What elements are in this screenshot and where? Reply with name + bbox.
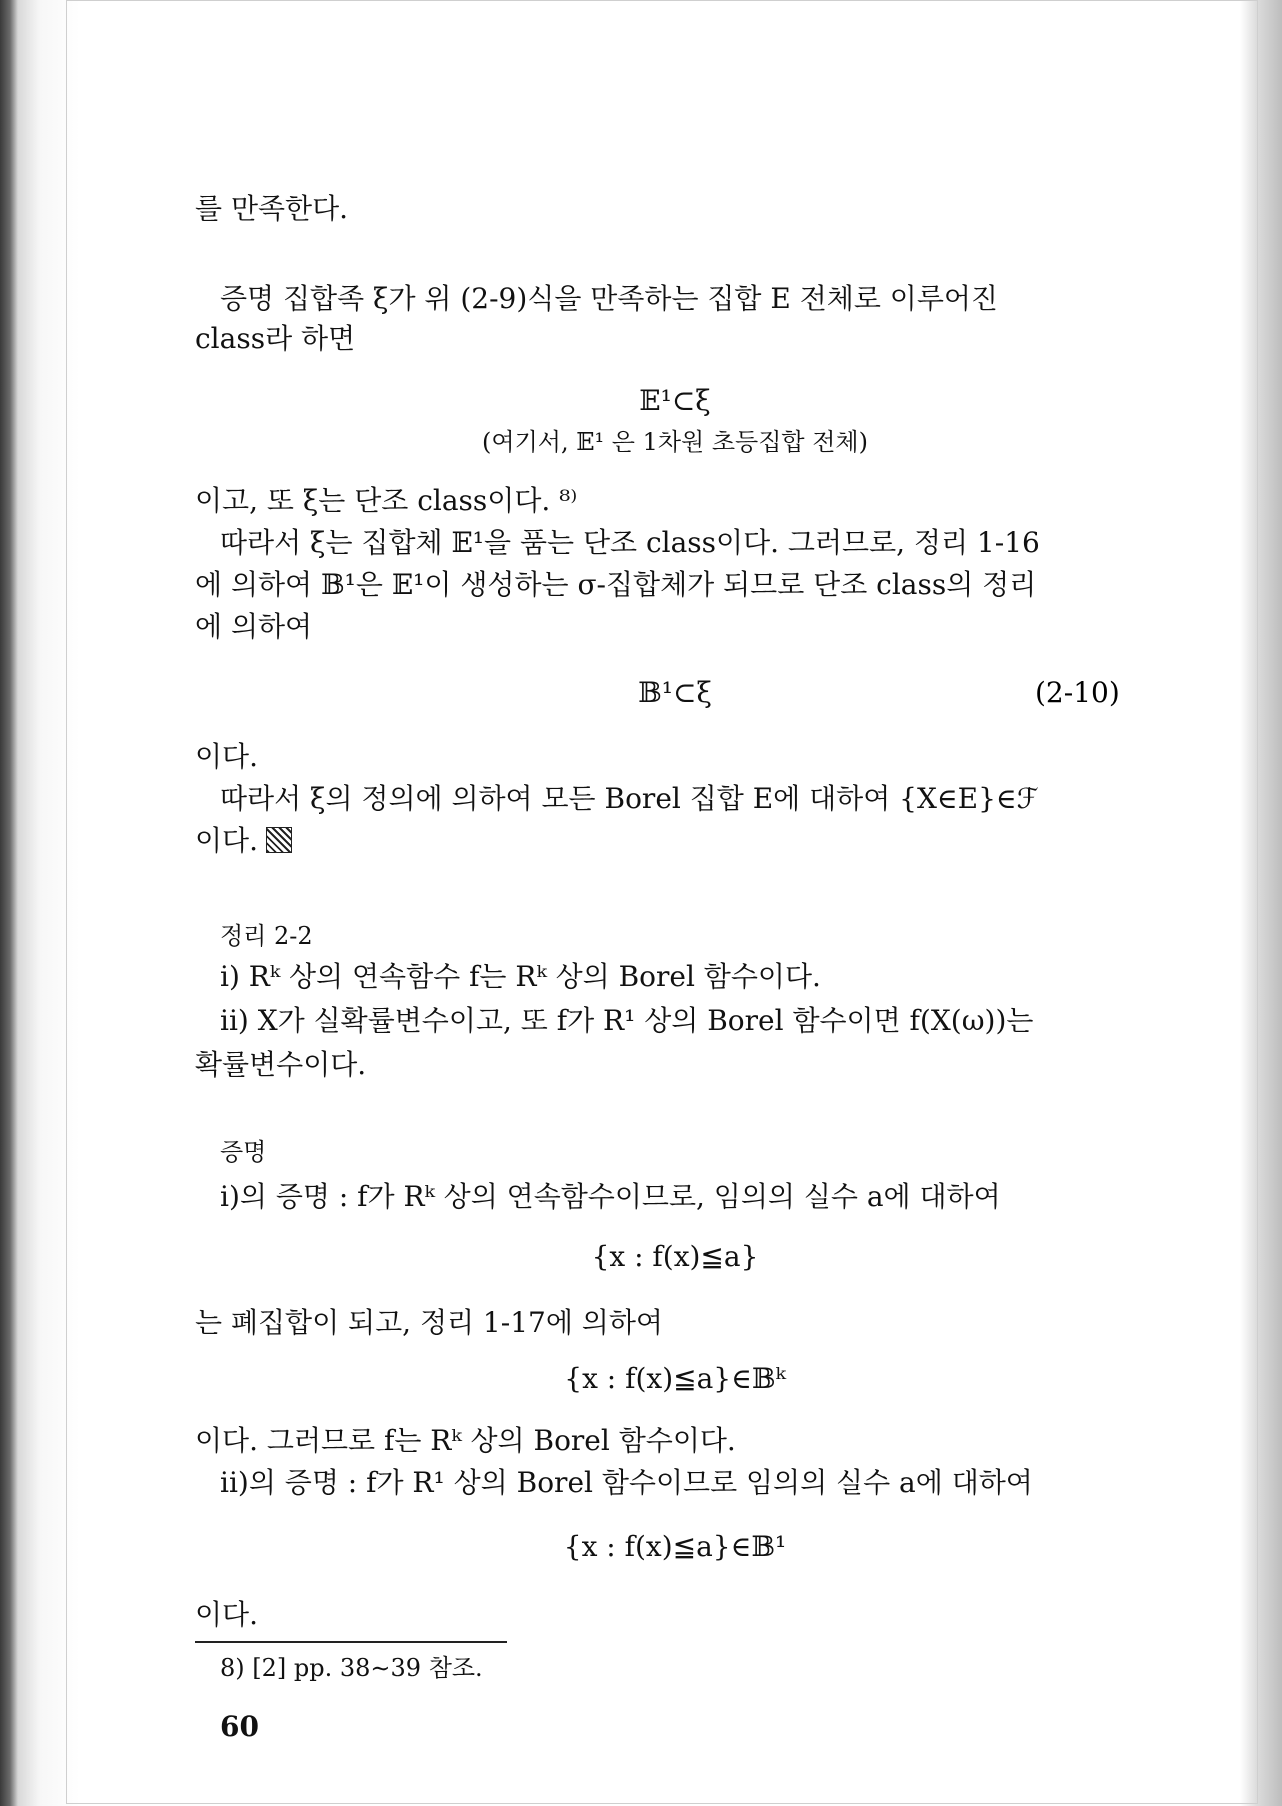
theorem-item-ii: ii) X가 실확률변수이고, 또 f가 R¹ 상의 Borel 함수이면 f(X(ω))는 — [220, 1004, 1034, 1037]
theorem-heading: 정리 2-2 — [220, 922, 313, 950]
text-line-8: 에 의하여 𝔹¹은 𝔼¹이 생성하는 σ-집합체가 되므로 단조 class의 정리 — [195, 568, 1037, 601]
text-line-13 — [195, 824, 292, 858]
equation-set-1: {x : f(x)≦a} — [591, 1240, 759, 1273]
equation-b1-subset: 𝔹¹⊂ξ — [638, 676, 712, 709]
equation-note: (여기서, 𝔼¹ 은 1차원 초등집합 전체) — [482, 428, 868, 456]
page-number: 60 — [220, 1710, 259, 1743]
qed-icon — [266, 827, 292, 853]
theorem-item-ii-cont: 확률변수이다. — [195, 1048, 367, 1081]
text-line-12: 따라서 ξ의 정의에 의하여 모든 Borel 집합 E에 대하여 {X∈E}∈ℱ — [220, 782, 1039, 815]
text-line-21: 는 폐집합이 되고, 정리 1-17에 의하여 — [195, 1306, 663, 1339]
text-line-3: class라 하면 — [195, 322, 356, 355]
text-line-23: 이다. 그러므로 f는 Rᵏ 상의 Borel 함수이다. — [195, 1424, 736, 1457]
text-line-6: 이고, 또 ξ는 단조 class이다. ⁸⁾ — [195, 484, 578, 517]
theorem-item-i: i) Rᵏ 상의 연속함수 f는 Rᵏ 상의 Borel 함수이다. — [220, 960, 821, 993]
equation-e1-subset: 𝔼¹⊂ξ — [639, 384, 711, 417]
equation-set-2: {x : f(x)≦a}∈𝔹ᵏ — [564, 1362, 786, 1395]
proof-heading: 증명 — [220, 1138, 267, 1166]
footnote-rule — [195, 1641, 507, 1643]
binding-shadow — [0, 0, 80, 1806]
equation-number: (2-10) — [1035, 676, 1120, 709]
text-line-26: 이다. — [195, 1598, 258, 1631]
text-line-11: 이다. — [195, 740, 258, 773]
proof-ii-line: ii)의 증명 : f가 R¹ 상의 Borel 함수이므로 임의의 실수 a에 대하여 — [220, 1466, 1033, 1499]
equation-set-3: {x : f(x)≦a}∈𝔹¹ — [563, 1530, 787, 1563]
footnote: 8) [2] pp. 38∼39 참조. — [220, 1654, 483, 1682]
text-line-13-text: 이다. — [195, 824, 258, 857]
page-edge — [1240, 0, 1282, 1806]
text-line-1: 를 만족한다. — [195, 192, 349, 225]
text-line-7: 따라서 ξ는 집합체 𝔼¹을 품는 단조 class이다. 그러므로, 정리 1-16 — [220, 526, 1040, 559]
proof-i-line: i)의 증명 : f가 Rᵏ 상의 연속함수이므로, 임의의 실수 a에 대하여 — [220, 1180, 1001, 1213]
text-line-9: 에 의하여 — [195, 610, 313, 643]
proof-paragraph-line: 증명 집합족 ξ가 위 (2-9)식을 만족하는 집합 E 전체로 이루어진 — [220, 282, 998, 315]
